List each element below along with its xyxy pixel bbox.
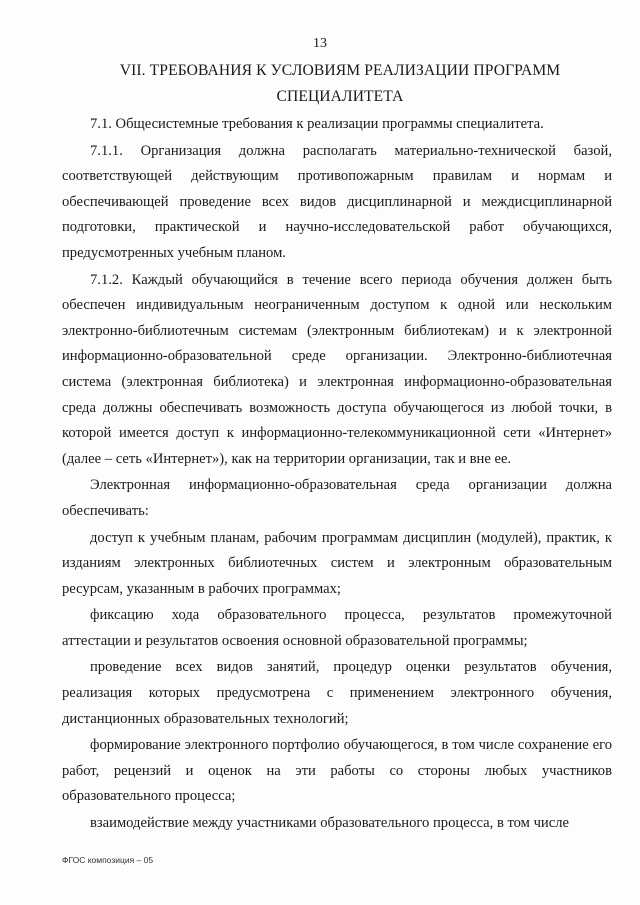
paragraph-7-1: 7.1. Общесистемные требования к реализации программы специалитета. (90, 116, 544, 132)
paragraph-7-1-2: 7.1.2. Каждый обучающийся в течение всего периода обучения должен быть обеспечен индивидуальным неограниченным доступом к одной или нескольким электронно-библиотечным системам (электронным библиотекам) и к электронной информационно-образовательной среде организации. Электронно-библиотечная система (электронная библиотека) и электронная информационно-образовательная среда должны обеспечивать возможность доступа обучающегося из любой точки, в которой имеется доступ к информационно-телекоммуникационной сети «Интернет» (далее – сеть «Интернет»), как на территории организации, так и вне ее. (62, 271, 612, 467)
section-heading-line-1: VII. ТРЕБОВАНИЯ К УСЛОВИЯМ РЕАЛИЗАЦИИ ПРОГРАММ (119, 62, 561, 79)
list-item-access: доступ к учебным планам, рабочим программам дисциплин (модулей), практик, к изданиям электронных библиотечных систем и электронным образовательным ресурсам, указанным в рабочих программах; (62, 529, 612, 597)
section-heading-line-2: СПЕЦИАЛИТЕТА (276, 88, 404, 105)
list-item-classes: проведение всех видов занятий, процедур оценки результатов обучения, реализация которых предусмотрена с применением электронного обучения, дистанционных образовательных технологий; (62, 659, 612, 727)
list-item-fixation: фиксацию хода образовательного процесса, результатов промежуточной аттестации и результатов освоения основной образовательной программы; (62, 607, 612, 649)
page-footer: ФГОС композиция – 05 (62, 855, 154, 865)
list-item-portfolio: формирование электронного портфолио обучающегося, в том числе сохранение его работ, рецензий и оценок на эти работы со стороны любых участников образовательного процесса; (62, 737, 612, 805)
paragraph-eios-intro: Электронная информационно-образовательная среда организации должна обеспечивать: (62, 477, 612, 519)
page-number: 13 (313, 36, 327, 51)
list-item-interaction: взаимодействие между участниками образовательного процесса, в том числе (90, 815, 569, 832)
document-body (62, 112, 612, 838)
paragraph-7-1-1: 7.1.1. Организация должна располагать материально-технической базой, соответствующей действующим противопожарным правилам и нормам и обеспечивающей проведение всех видов дисциплинарной и междисциплинарной подготовки, практической и научно-исследовательской работ обучающихся, предусмотренных учебным планом. (62, 142, 612, 261)
